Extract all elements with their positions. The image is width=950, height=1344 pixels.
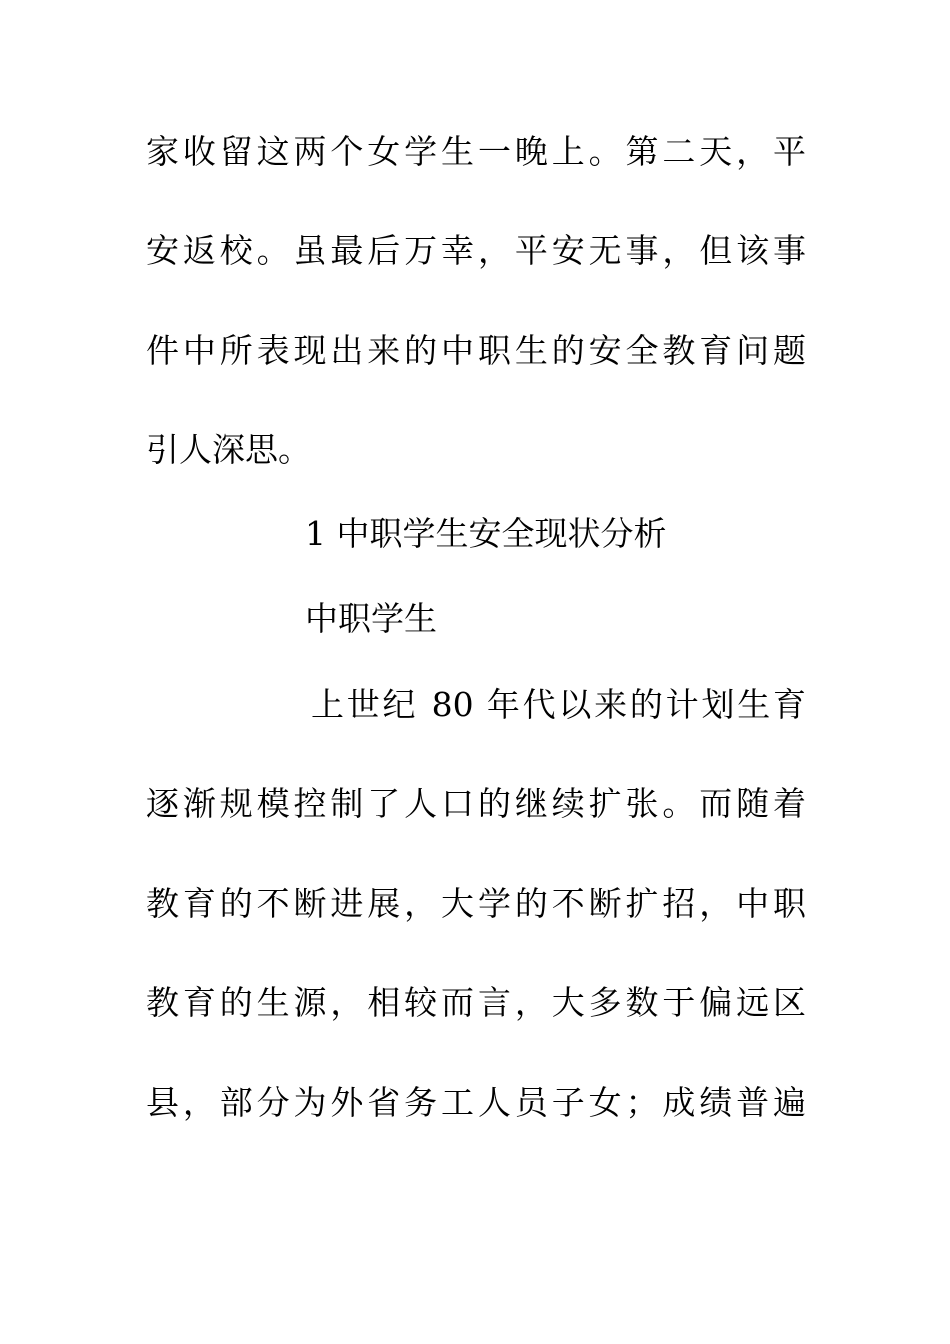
- paragraph-line: 教育的不断进展，大学的不断扩招，中职: [146, 884, 806, 923]
- paragraph-line: 件中所表现出来的中职生的安全教育问题: [146, 331, 806, 370]
- paragraph-line: 教育的生源，相较而言，大多数于偏远区: [146, 983, 806, 1022]
- paragraph-line: 县，部分为外省务工人员子女；成绩普遍: [146, 1083, 806, 1122]
- paragraph-line: 家收留这两个女学生一晚上。第二天，平: [146, 132, 806, 171]
- paragraph-line: 上世纪 80 年代以来的计划生育: [311, 685, 806, 724]
- paragraph-line: 安返校。虽最后万幸，平安无事，但该事: [146, 231, 806, 270]
- paragraph-line: 逐渐规模控制了人口的继续扩张。而随着: [146, 784, 806, 823]
- section-heading: 1 中职学生安全现状分析: [305, 514, 667, 553]
- paragraph-line: 引人深思。: [146, 430, 311, 469]
- subheading: 中职学生: [305, 599, 437, 638]
